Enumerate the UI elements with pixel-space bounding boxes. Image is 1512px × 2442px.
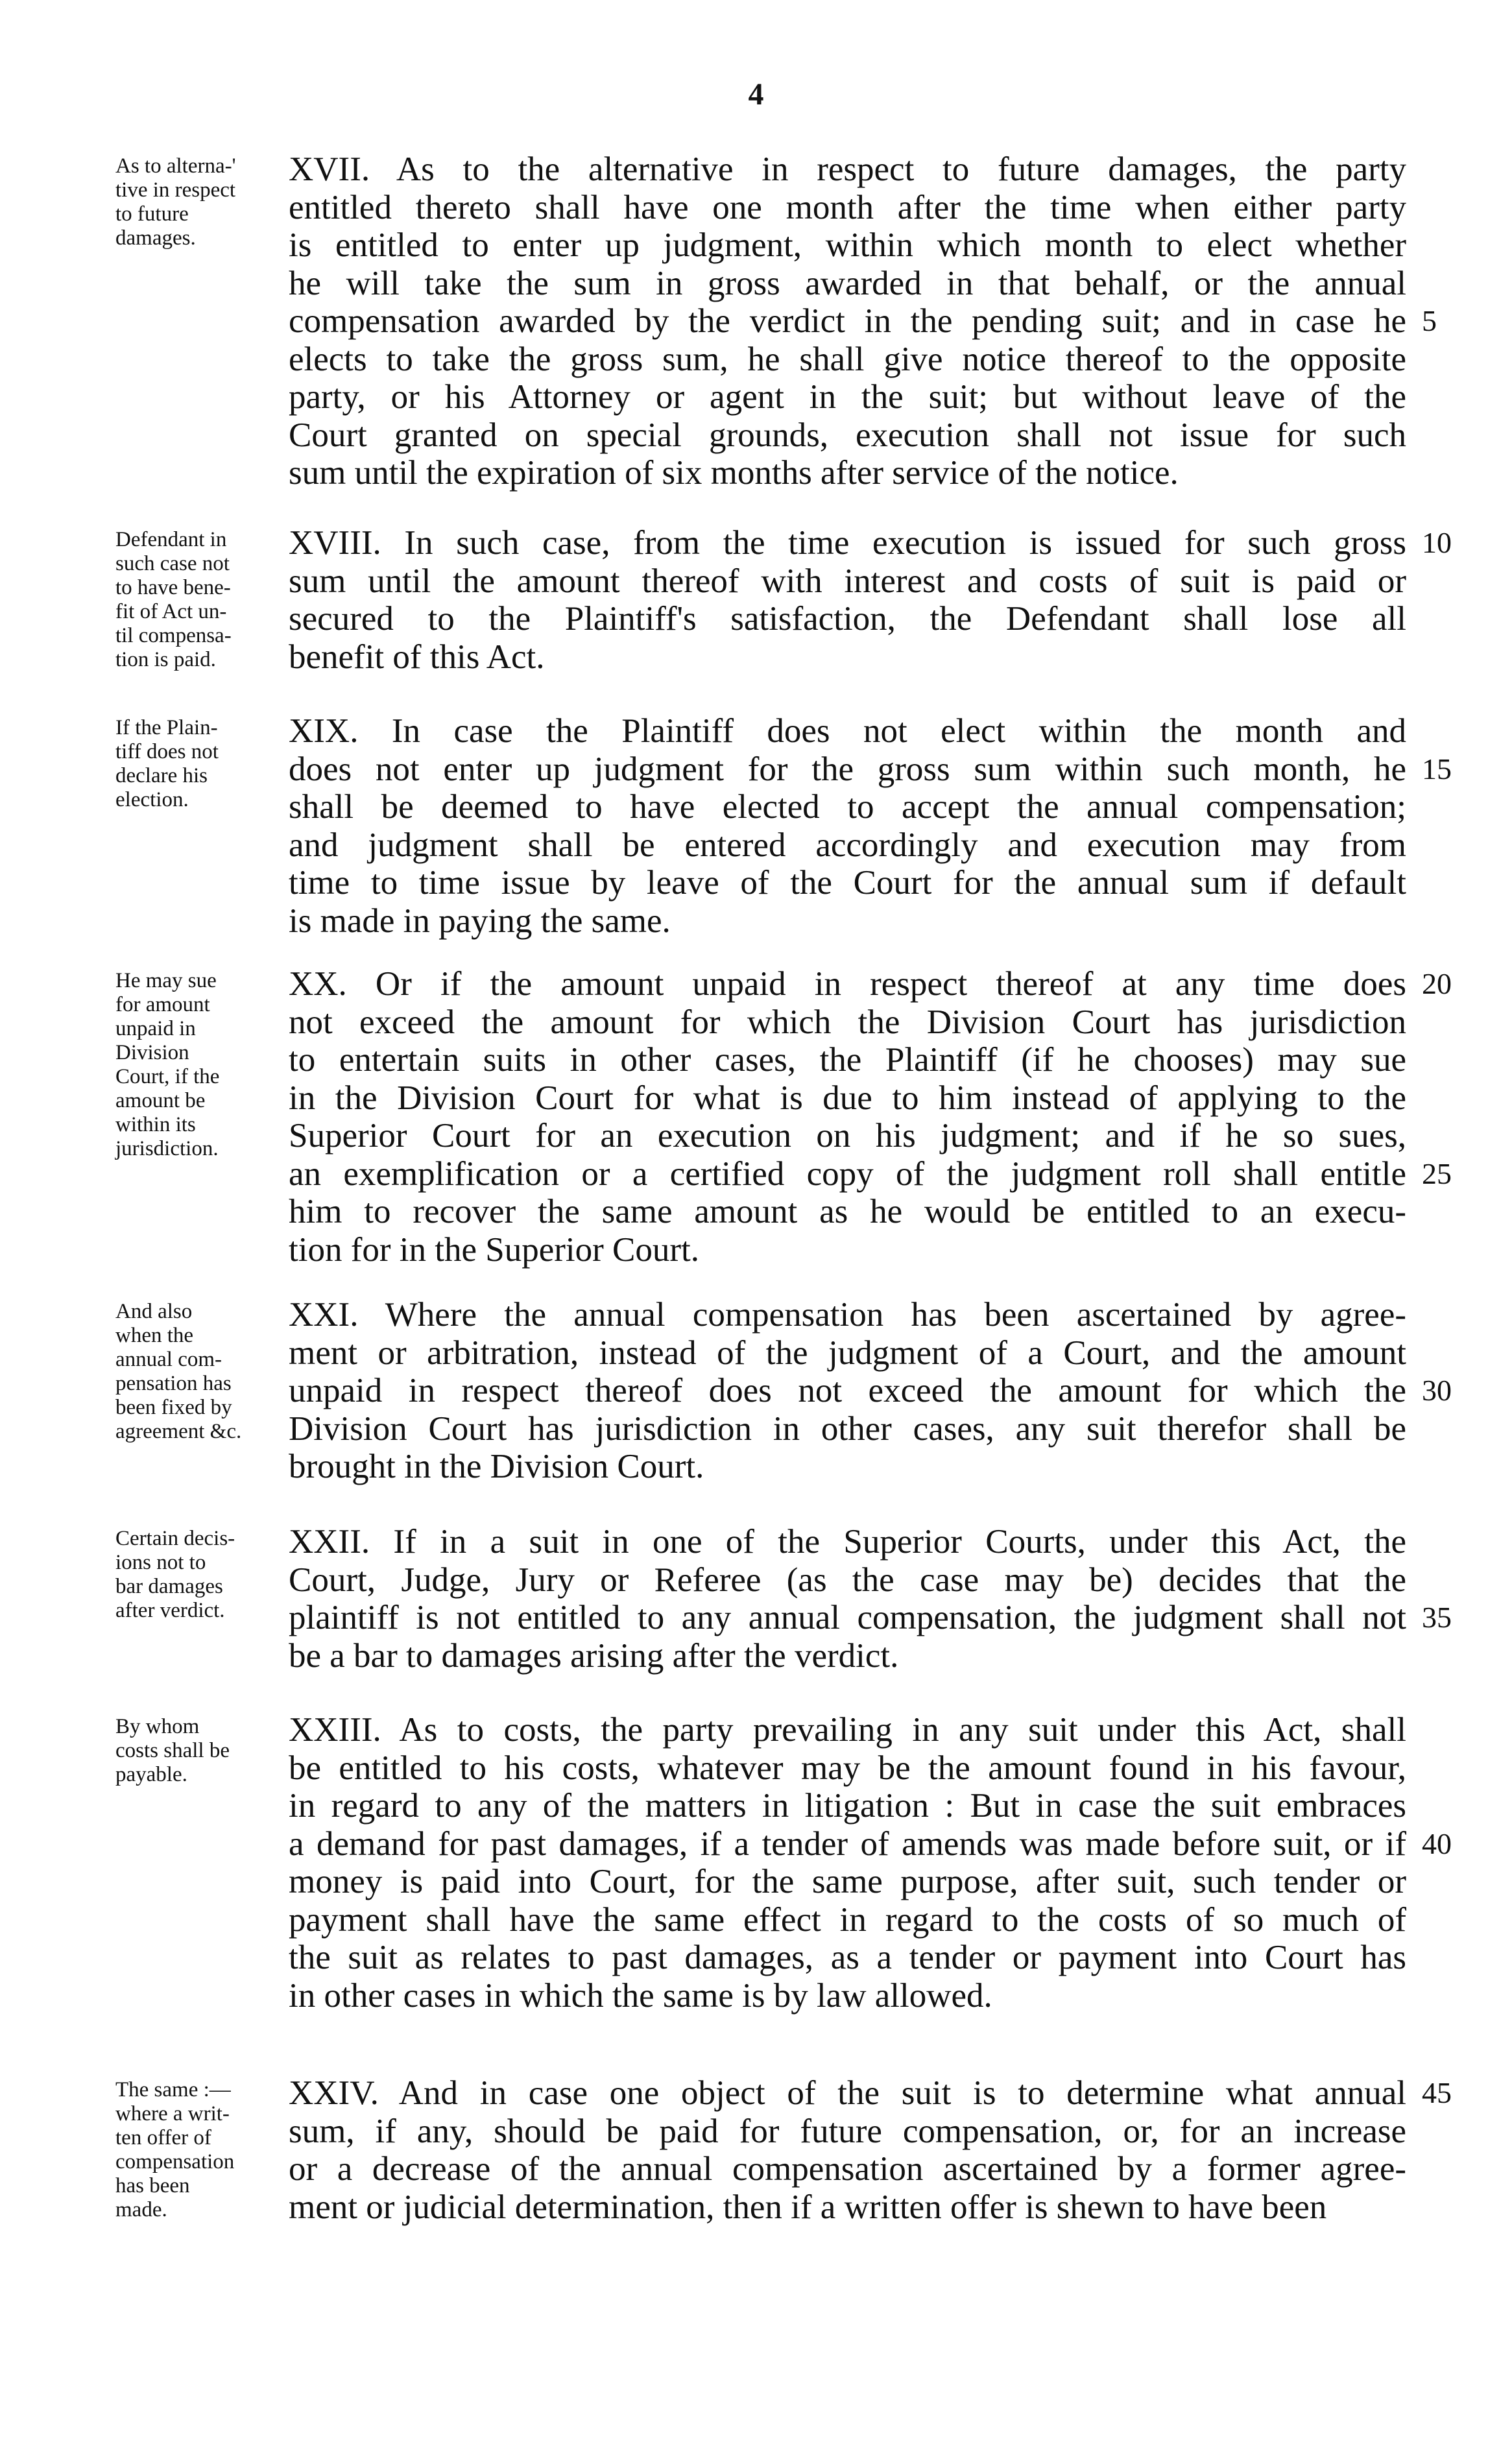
text-line: entitled thereto shall have one month after the time when either party [289,188,1406,226]
section-text [289,1296,1406,1486]
line-number: 30 [1422,1374,1452,1407]
text-line: is made in paying the same. [289,902,671,940]
text-line: plaintiff is not entitled to any annual compensation, the judgment shall not [289,1599,1406,1636]
section-text [289,150,1406,492]
text-line: Superior Court for an execution on his judgment; and if he so sues, [289,1117,1406,1155]
text-line: him to recover the same amount as he would be entitled to an execu- [289,1193,1406,1230]
text-line: benefit of this Act. [289,638,545,676]
section-text [289,1523,1406,1675]
line-number: 20 [1422,967,1452,1000]
text-line: brought in the Division Court. [289,1448,704,1485]
text-line: and judgment shall be entered accordingly and execution may from [289,826,1406,864]
text-line: unpaid in respect thereof does not exceed the amount for which the [289,1372,1406,1409]
marginal-note: Defendant in such case not to have bene- fit of Act un- til compensa- tion is paid. [115,528,232,671]
text-line: ment or judicial determination, then if a written offer is shewn to have been [289,2188,1327,2226]
text-line: is entitled to enter up judgment, within which month to elect whether [289,226,1406,264]
text-line: be a bar to damages arising after the verdict. [289,1636,899,1675]
text-line: shall be deemed to have elected to accept the annual compensation; [289,788,1406,826]
text-line: Court granted on special grounds, execution shall not issue for such [289,416,1406,454]
text-line: Division Court has jurisdiction in other cases, any suit therefor shall be [289,1409,1406,1448]
line-number: 35 [1422,1601,1452,1634]
text-line: XXIII. As to costs, the party prevailing in any suit under this Act, shall [289,1711,1406,1749]
section-text [289,2074,1406,2226]
text-line: XXI. Where the annual compensation has been ascertained by agree- [289,1296,1406,1334]
marginal-note: As to alterna-' tive in respect to future damages. [115,154,236,250]
text-line: tion for in the Superior Court. [289,1230,699,1269]
text-line: party, or his Attorney or agent in the suit; but without leave of the [289,378,1406,416]
marginal-note: If the Plain- tiff does not declare his election. [115,716,219,811]
text-line: payment shall have the same effect in regard to the costs of so much of [289,1900,1406,1939]
marginal-note: The same :— where a writ- ten offer of compensation has been made. [115,2078,235,2221]
text-line: to entertain suits in other cases, the Plaintiff (if he chooses) may sue [289,1041,1406,1079]
text-line: an exemplification or a certified copy of the judgment roll shall entitle [289,1155,1406,1193]
text-line: XVII. As to the alternative in respect to future damages, the party [289,150,1406,188]
text-line: be entitled to his costs, whatever may be the amount found in his favour, [289,1749,1406,1787]
line-number: 25 [1422,1156,1452,1190]
marginal-note: Certain decis- ions not to bar damages after verdict. [115,1527,235,1622]
marginal-note: He may sue for amount unpaid in Division Court, if the amount be within its jurisdiction. [115,969,220,1160]
section-text [289,712,1406,940]
text-line: or a decrease of the annual compensation ascertained by a former agree- [289,2150,1406,2188]
text-line: time to time issue by leave of the Court for the annual sum if default [289,864,1406,902]
text-line: not exceed the amount for which the Division Court has jurisdiction [289,1003,1406,1041]
text-line: he will take the sum in gross awarded in that behalf, or the annual [289,264,1406,302]
line-number: 5 [1422,304,1437,337]
text-line: money is paid into Court, for the same purpose, after suit, such tender or [289,1863,1406,1900]
text-line: XIX. In case the Plaintiff does not elect within the month and [289,712,1406,750]
text-line: secured to the Plaintiff's satisfaction, the Defendant shall lose all [289,600,1406,638]
line-number: 15 [1422,752,1452,785]
text-line: in other cases in which the same is by law allowed. [289,1976,992,2015]
line-number: 45 [1422,2076,1452,2109]
text-line: the suit as relates to past damages, as a tender or payment into Court has [289,1939,1406,1976]
text-line: sum until the expiration of six months after service of the notice. [289,454,1179,492]
section-text [289,1711,1406,2015]
line-number: 40 [1422,1826,1452,1860]
text-line: XXIV. And in case one object of the suit is to determine what annual [289,2074,1406,2112]
text-line: compensation awarded by the verdict in the pending suit; and in case he [289,302,1406,340]
text-line: sum, if any, should be paid for future compensation, or, for an increase [289,2112,1406,2150]
section-text [289,524,1406,676]
text-line: elects to take the gross sum, he shall give notice thereof to the opposite [289,340,1406,378]
text-line: Court, Judge, Jury or Referee (as the case may be) decides that the [289,1561,1406,1599]
text-line: sum until the amount thereof with interest and costs of suit is paid or [289,562,1406,600]
text-line: XX. Or if the amount unpaid in respect thereof at any time does [289,965,1406,1003]
section-text [289,965,1406,1269]
text-line: ment or arbitration, instead of the judgment of a Court, and the amount [289,1334,1406,1372]
marginal-note: And also when the annual com- pensation has been fixed by agreement &c. [115,1300,242,1443]
text-line: in the Division Court for what is due to him instead of applying to the [289,1079,1406,1117]
text-line: in regard to any of the matters in litigation : But in case the suit embraces [289,1787,1406,1825]
text-line: does not enter up judgment for the gross sum within such month, he [289,750,1406,788]
text-line: XXII. If in a suit in one of the Superior Courts, under this Act, the [289,1523,1406,1561]
page-number: 4 [748,77,764,112]
text-line: a demand for past damages, if a tender of amends was made before suit, or if [289,1825,1406,1863]
marginal-note: By whom costs shall be payable. [115,1715,230,1786]
line-number: 10 [1422,526,1452,559]
text-line: XVIII. In such case, from the time execution is issued for such gross [289,524,1406,562]
